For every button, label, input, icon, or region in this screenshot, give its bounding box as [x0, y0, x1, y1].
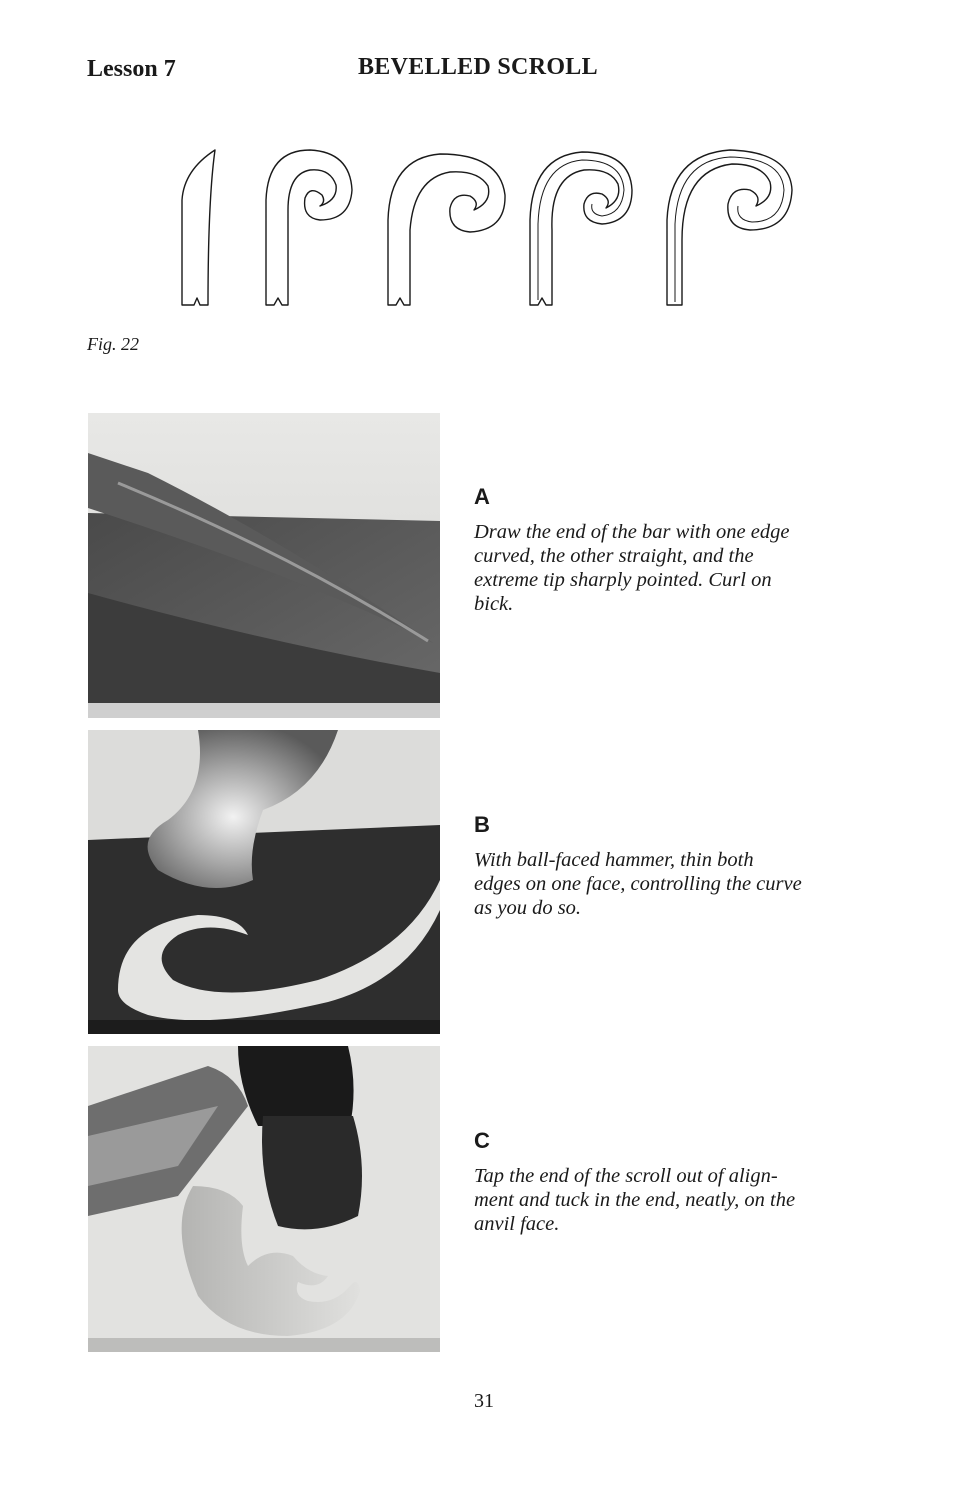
step-b-letter: B: [474, 812, 490, 837]
curl-start-drawing: [266, 150, 352, 305]
figure-caption: Fig. 22: [87, 334, 139, 354]
step-a-letter: A: [474, 484, 490, 509]
page-number: 31: [474, 1390, 494, 1412]
bevelled-scroll-drawing: [530, 152, 632, 305]
fig-22-drawing: [170, 140, 810, 310]
photo-b-ball-hammer: [88, 730, 440, 1034]
photo-a-drawn-bar: [88, 413, 440, 718]
pointed-bar-drawing: [182, 150, 215, 305]
finished-scroll-drawing: [667, 150, 792, 305]
step-b-text: With ball-faced hammer, thin both edges on one face, controlling the curve as you do so.: [474, 849, 802, 919]
photo-c-tuck-scroll: [88, 1046, 440, 1352]
page-title: BEVELLED SCROLL: [358, 54, 598, 80]
step-c-letter: C: [474, 1128, 490, 1153]
step-c-text: Tap the end of the scroll out of align- ment and tuck in the end, neatly, on the anvil face.: [474, 1165, 796, 1235]
curl-wider-drawing: [388, 154, 505, 305]
lesson-label: Lesson 7: [87, 56, 176, 82]
step-a-text: Draw the end of the bar with one edge curved, the other straight, and the extreme tip sharply pointed. Curl on bick.: [474, 521, 790, 615]
